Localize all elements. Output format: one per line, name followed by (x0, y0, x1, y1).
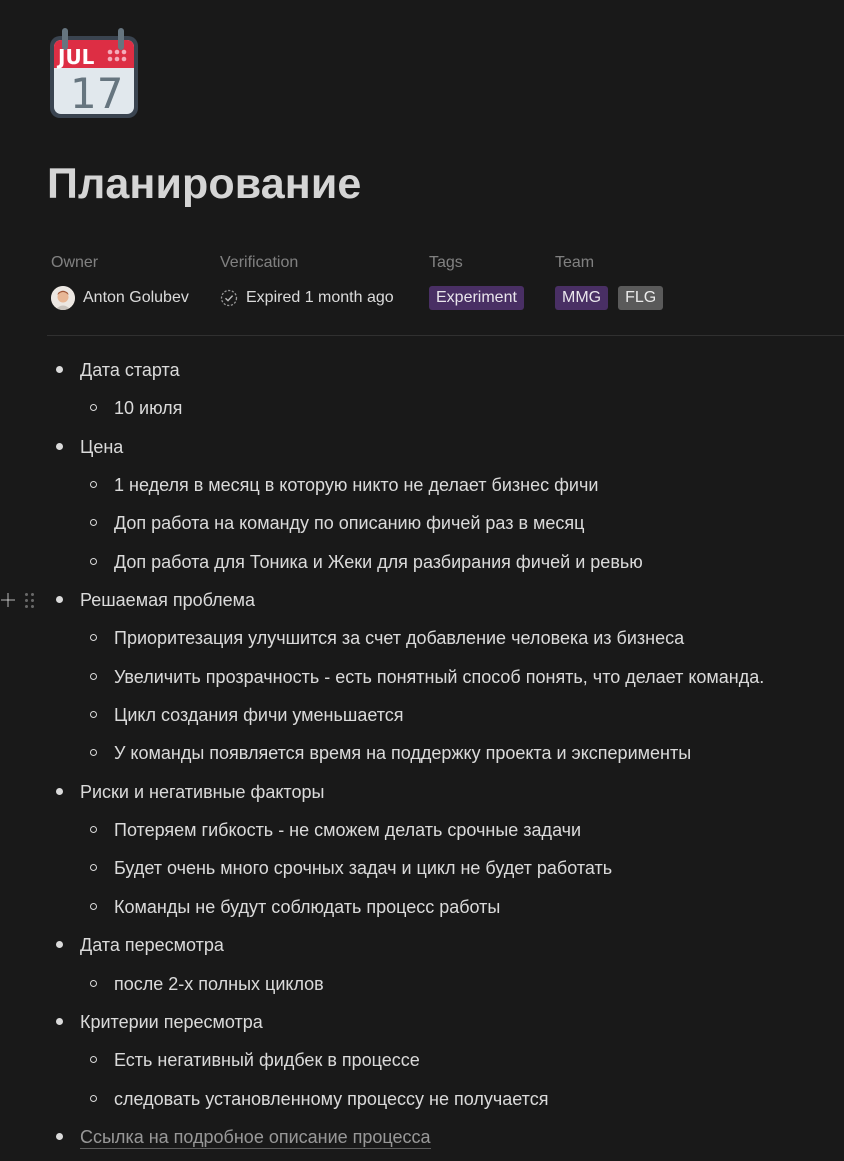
add-block-icon[interactable] (0, 592, 16, 608)
bullet-icon (90, 826, 97, 833)
list-item-text: Дата пересмотра (80, 935, 224, 956)
bullet-icon (90, 711, 97, 718)
list-item-text: Увеличить прозрачность - есть понятный способ понять, что делает команда. (114, 666, 765, 687)
tag-flg[interactable]: FLG (618, 286, 663, 310)
list-item-text: Дата старта (80, 360, 180, 380)
list-item-text: Риски и негативные факторы (80, 781, 325, 802)
check-circle-icon (220, 289, 238, 307)
list-item[interactable] (0, 811, 844, 849)
bullet-icon (90, 1095, 97, 1102)
bullet-icon (56, 788, 63, 795)
bullet-icon (90, 980, 97, 987)
list-item[interactable] (0, 351, 844, 389)
calendar-day: 17 (70, 69, 124, 118)
bullet-icon (56, 443, 63, 450)
list-item[interactable] (0, 734, 844, 772)
bullet-icon (90, 749, 97, 756)
list-item[interactable] (0, 428, 844, 466)
drag-handle-icon[interactable] (25, 591, 35, 609)
list-item-text: Потеряем гибкость - не сможем делать срочные задачи (114, 820, 582, 841)
bullet-icon (56, 596, 63, 603)
list-item-text: Цена (80, 436, 124, 457)
bullet-icon (56, 366, 63, 373)
list-item[interactable] (0, 888, 844, 926)
page-content (0, 351, 844, 1156)
list-item[interactable] (0, 965, 844, 1003)
list-item[interactable] (0, 581, 844, 619)
bullet-icon (56, 1133, 63, 1140)
bullet-icon (90, 1056, 97, 1063)
bullet-icon (90, 558, 97, 565)
owner-name: Anton Golubev (83, 289, 189, 306)
list-item-text: Доп работа на команду по описанию фичей раз в месяц (114, 513, 585, 534)
list-item-text: Есть негативный фидбек в процессе (114, 1050, 420, 1071)
list-item-text: Доп работа для Тоника и Жеки для разбирания фичей и ревью (114, 551, 643, 572)
list-item-text: 1 неделя в месяц в которую никто не делает бизнес фичи (114, 475, 599, 496)
list-item-text: Критерии пересмотра (80, 1011, 263, 1032)
bullet-icon (90, 864, 97, 871)
list-item[interactable] (0, 466, 844, 504)
list-item-text: Команды не будут соблюдать процесс работы (114, 896, 501, 917)
property-owner[interactable] (51, 251, 189, 311)
list-item-text: Приоритезация улучшится за счет добавление человека из бизнеса (114, 628, 685, 649)
process-description-link[interactable]: Ссылка на подробное описание процесса (80, 1126, 431, 1147)
property-team[interactable] (555, 251, 673, 311)
list-item[interactable] (0, 1118, 844, 1156)
list-item[interactable] (0, 1041, 844, 1079)
tag-mmg[interactable]: MMG (555, 286, 608, 310)
property-verification[interactable] (220, 251, 394, 311)
page-title[interactable]: Планирование (47, 160, 362, 208)
property-label-verification: Verification (220, 254, 299, 271)
list-item-text: после 2-х полных циклов (114, 973, 324, 994)
list-item[interactable] (0, 773, 844, 811)
list-item[interactable] (0, 504, 844, 542)
verification-status: Expired 1 month ago (246, 289, 394, 306)
bullet-icon (90, 673, 97, 680)
block-controls (0, 591, 35, 609)
list-item-text: Будет очень много срочных задач и цикл не будет работать (114, 858, 613, 879)
list-item-text: Цикл создания фичи уменьшается (114, 705, 404, 726)
bullet-icon (90, 903, 97, 910)
calendar-icon[interactable] (48, 24, 140, 120)
list-item[interactable] (0, 389, 844, 427)
list-item[interactable] (0, 696, 844, 734)
list-item-text: Решаемая проблема (80, 590, 255, 611)
property-label-tags: Tags (429, 254, 463, 271)
list-item[interactable] (0, 619, 844, 657)
property-label-owner: Owner (51, 254, 99, 271)
tag-experiment[interactable]: Experiment (429, 286, 524, 310)
bullet-icon (56, 941, 63, 948)
list-item[interactable] (0, 658, 844, 696)
divider (47, 335, 844, 336)
calendar-month: JUL (58, 45, 95, 69)
bullet-icon (90, 404, 97, 411)
bullet-icon (56, 1018, 63, 1025)
list-item-text: У команды появляется время на поддержку проекта и эксперименты (114, 743, 692, 764)
bullet-icon (90, 481, 97, 488)
list-item-text: следовать установленному процессу не получается (114, 1088, 549, 1109)
bullet-icon (90, 519, 97, 526)
list-item[interactable] (0, 1003, 844, 1041)
list-item[interactable] (0, 543, 844, 581)
bullet-icon (90, 634, 97, 641)
list-item[interactable] (0, 849, 844, 887)
list-item-text: 10 июля (114, 398, 183, 419)
property-label-team: Team (555, 254, 595, 271)
list-item[interactable] (0, 926, 844, 964)
avatar (51, 286, 75, 310)
list-item[interactable] (0, 1080, 844, 1118)
property-tags[interactable] (429, 251, 534, 311)
